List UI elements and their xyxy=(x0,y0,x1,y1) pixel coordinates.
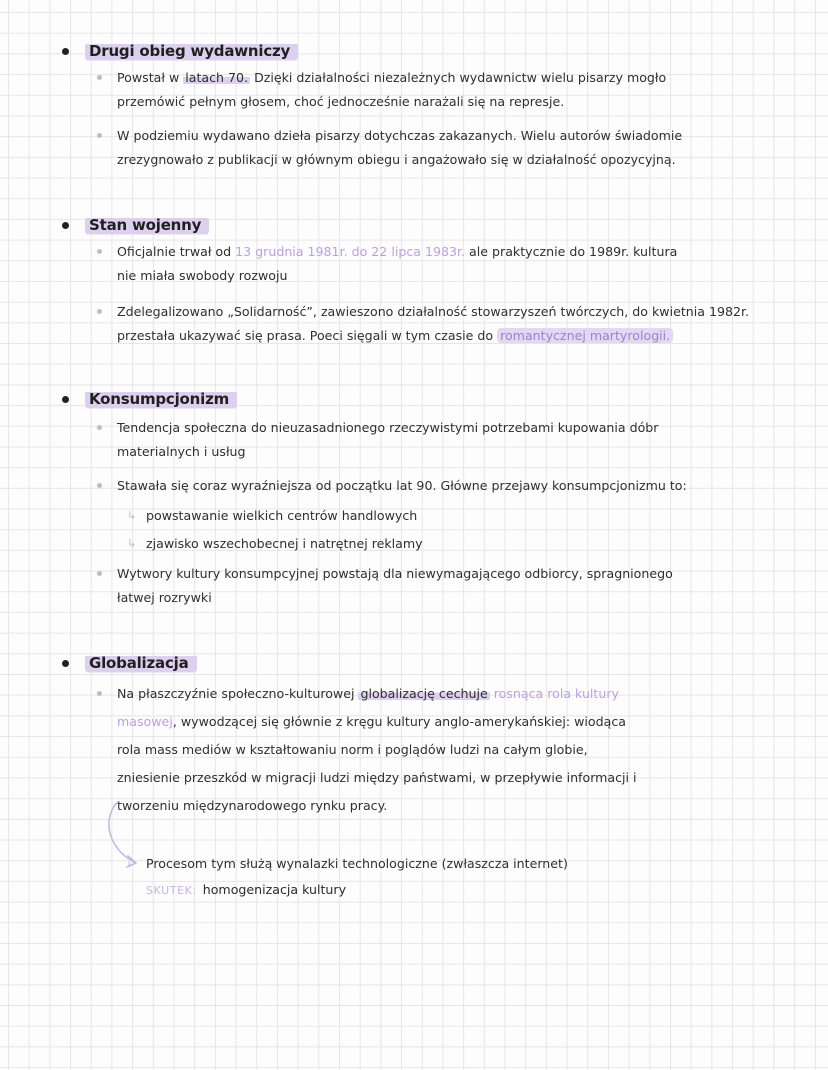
result-text: homogenizacja kultury xyxy=(202,882,347,897)
highlighted-text: rosnąca rola kultury xyxy=(489,686,619,701)
section-heading xyxy=(62,650,197,676)
sub-list-item: ↳ zjawisko wszechobecnej i natrętnej reklamy xyxy=(128,532,423,556)
bullet-icon xyxy=(97,571,102,576)
bullet-icon xyxy=(97,133,102,138)
bullet-icon xyxy=(97,309,102,314)
bullet-icon xyxy=(97,691,102,696)
bullet-icon xyxy=(97,483,102,488)
arrow-icon: › xyxy=(127,857,132,870)
list-item: Stawała się coraz wyraźniejsza od początku lat 90. Główne przejawy konsumpcjonizmu to: xyxy=(100,474,760,498)
list-item: Powstał w latach 70. Dzięki działalności niezależnych wydawnictw wielu pisarzy mogło przemówić pełnym głosem, choć jednocześnie narażali się na represje. xyxy=(100,66,760,114)
result-label: SKUTEK: xyxy=(146,884,197,897)
sub-list-item: ↳ powstawanie wielkich centrów handlowych xyxy=(128,504,417,528)
section-heading xyxy=(62,386,237,412)
list-item: Na płaszczyźnie społeczno-kulturowej globalizację cechuje rosnąca rola kultury masowej, wywodzącej się głównie z kręgu kultury anglo-amerykańskiej: wiodąca rola mass mediów w kształtowaniu norm i poglądów ludzi na całym globie, zniesienie przeszkód w migracji ludzi między państwami, w przepływie informacji i tworzeniu międzynarodowego rynku pracy. xyxy=(100,680,760,820)
bullet-icon xyxy=(97,249,102,254)
bullet-icon xyxy=(97,425,102,430)
underlined-text: latach 70. xyxy=(185,70,249,85)
section-heading xyxy=(62,38,298,64)
section-heading xyxy=(62,212,209,238)
bullet-icon xyxy=(97,75,102,80)
date-range: 13 grudnia 1981r. do 22 lipca 1983r. xyxy=(235,244,466,259)
arrow-note: › Procesom tym służą wynalazki technologiczne (zwłaszcza internet) xyxy=(128,852,568,876)
list-item: W podziemiu wydawano dzieła pisarzy dotychczas zakazanych. Wielu autorów świadomie zrezygnowało z publikacji w głównym obiegu i angażowało się w działalność opozycyjną. xyxy=(100,124,760,172)
bullet-icon xyxy=(62,396,69,403)
arrow-icon: ↳ xyxy=(127,509,137,522)
section-title: Stan wojenny xyxy=(85,215,209,236)
list-item: Oficjalnie trwał od 13 grudnia 1981r. do 22 lipca 1983r. ale praktycznie do 1989r. kultura nie miała swobody rozwoju xyxy=(100,240,760,288)
underlined-text: globalizację cechuje xyxy=(360,686,488,701)
section-title: Konsumpcjonizm xyxy=(85,389,237,410)
arrow-icon: ↳ xyxy=(127,537,137,550)
highlighted-text: masowej xyxy=(117,714,173,729)
bullet-icon xyxy=(62,660,69,667)
highlighted-text: romantycznej martyrologii. xyxy=(497,328,673,343)
section-title: Globalizacja xyxy=(85,653,197,674)
list-item: Wytwory kultury konsumpcyjnej powstają dla niewymagającego odbiorcy, spragnionego łatwej rozrywki xyxy=(100,562,760,610)
bullet-icon xyxy=(62,48,69,55)
bullet-icon xyxy=(62,222,69,229)
list-item: Zdelegalizowano „Solidarność”, zawieszono działalność stowarzyszeń twórczych, do kwietnia 1982r. przestała ukazywać się prasa. Poeci sięgali w tym czasie do romantycznej martyrologii. xyxy=(100,300,760,348)
result-line xyxy=(146,878,346,903)
list-item: Tendencja społeczna do nieuzasadnionego rzeczywistymi potrzebami kupowania dóbr materialnych i usług xyxy=(100,416,760,464)
section-title: Drugi obieg wydawniczy xyxy=(85,41,298,62)
